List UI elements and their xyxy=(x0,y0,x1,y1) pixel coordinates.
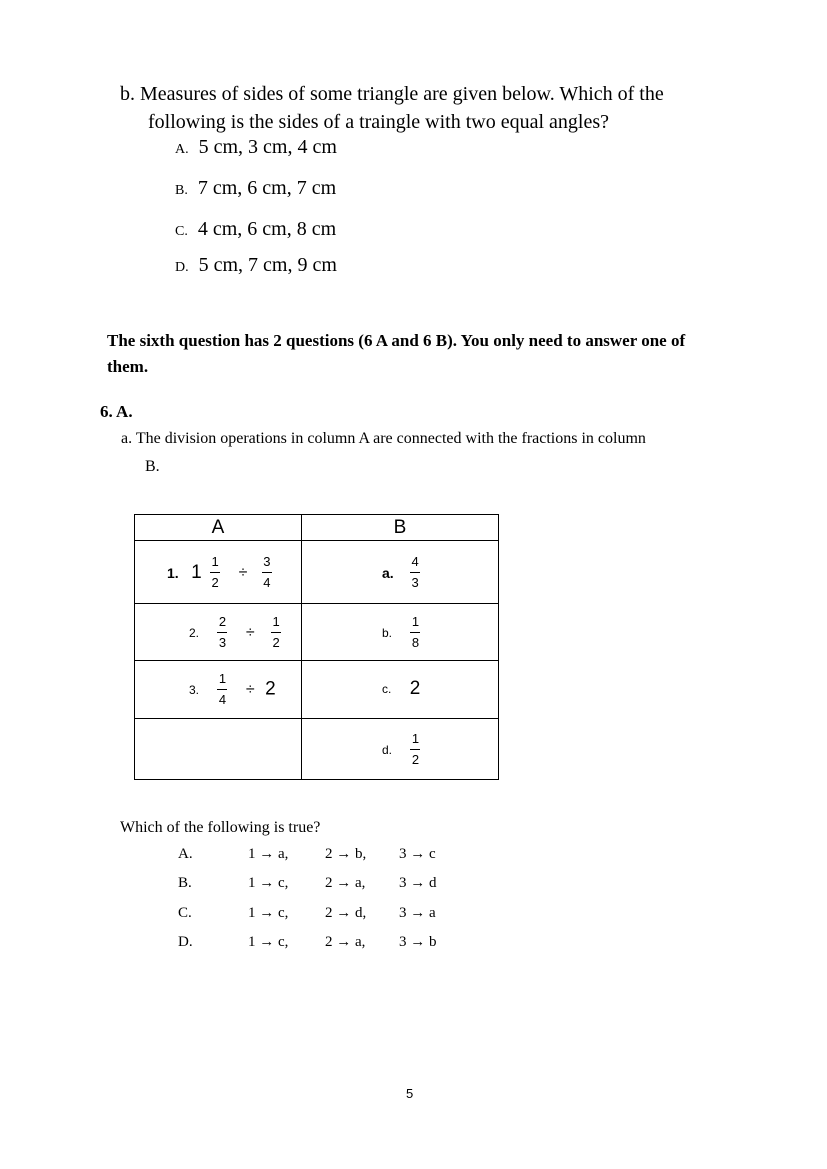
divide-operator: ÷ xyxy=(238,563,248,581)
q5b-option-b[interactable]: B. 7 cm, 6 cm, 7 cm xyxy=(175,177,337,199)
column-b-item-c xyxy=(302,661,499,719)
q5b-line1: b. Measures of sides of some triangle are given below. Which of the xyxy=(120,83,664,105)
item-label: 2. xyxy=(189,625,200,640)
item-label: c. xyxy=(382,682,392,696)
item-label: d. xyxy=(382,742,393,757)
fraction: $\frac{1}{2}$ xyxy=(411,731,420,767)
q5b-option-d[interactable]: D. 5 cm, 7 cm, 9 cm xyxy=(175,254,337,276)
column-a-item-3 xyxy=(135,661,302,719)
column-b-item-a xyxy=(302,541,499,604)
column-a-header: A xyxy=(135,515,302,541)
q5b-line2: following is the sides of a traingle with two equal angles? xyxy=(148,111,610,133)
column-b-item-b xyxy=(302,604,499,661)
divide-operator: ÷ xyxy=(245,623,255,641)
column-a-empty xyxy=(135,719,302,780)
fraction: $\frac{2}{3}$ xyxy=(218,614,227,650)
q5b-option-a[interactable]: A. 5 cm, 3 cm, 4 cm xyxy=(175,136,337,158)
page-number: 5 xyxy=(406,1086,414,1101)
item-label: a. xyxy=(382,564,394,581)
q6a-title: 6. A. xyxy=(100,402,133,421)
fraction: $\frac{4}{3}$ xyxy=(411,554,419,590)
whole-number: 1 xyxy=(191,561,202,583)
value: 2 xyxy=(409,678,421,699)
q6a-stem-line1: a. The division operations in column A are connected with the fractions in column xyxy=(121,430,646,447)
column-b-header: B xyxy=(302,515,499,541)
q6a-stem-line2: B. xyxy=(145,458,160,475)
item-label: b. xyxy=(382,625,393,640)
instruction-note: The sixth question has 2 questions (6 A and 6 B). You only need to answer one of them. xyxy=(107,331,686,376)
fraction: $\frac{3}{4}$ xyxy=(263,554,271,590)
column-a-item-1 xyxy=(135,541,302,604)
question-text: Which of the following is true? xyxy=(120,819,321,836)
fraction: $\frac{1}{8}$ xyxy=(411,614,420,650)
divide-operator: ÷ xyxy=(245,680,255,698)
fraction: $\frac{1}{4}$ xyxy=(218,671,227,707)
divisor-value: 2 xyxy=(265,678,276,700)
fraction: $\frac{1}{2}$ xyxy=(272,614,280,650)
item-label: 3. xyxy=(189,682,200,697)
matching-table xyxy=(134,514,499,780)
fraction: $\frac{1}{2}$ xyxy=(211,554,219,590)
column-a-item-2 xyxy=(135,604,302,661)
column-b-item-d xyxy=(302,719,499,780)
q5b-option-c[interactable]: C. 4 cm, 6 cm, 8 cm xyxy=(175,218,337,240)
item-label: 1. xyxy=(167,564,179,581)
